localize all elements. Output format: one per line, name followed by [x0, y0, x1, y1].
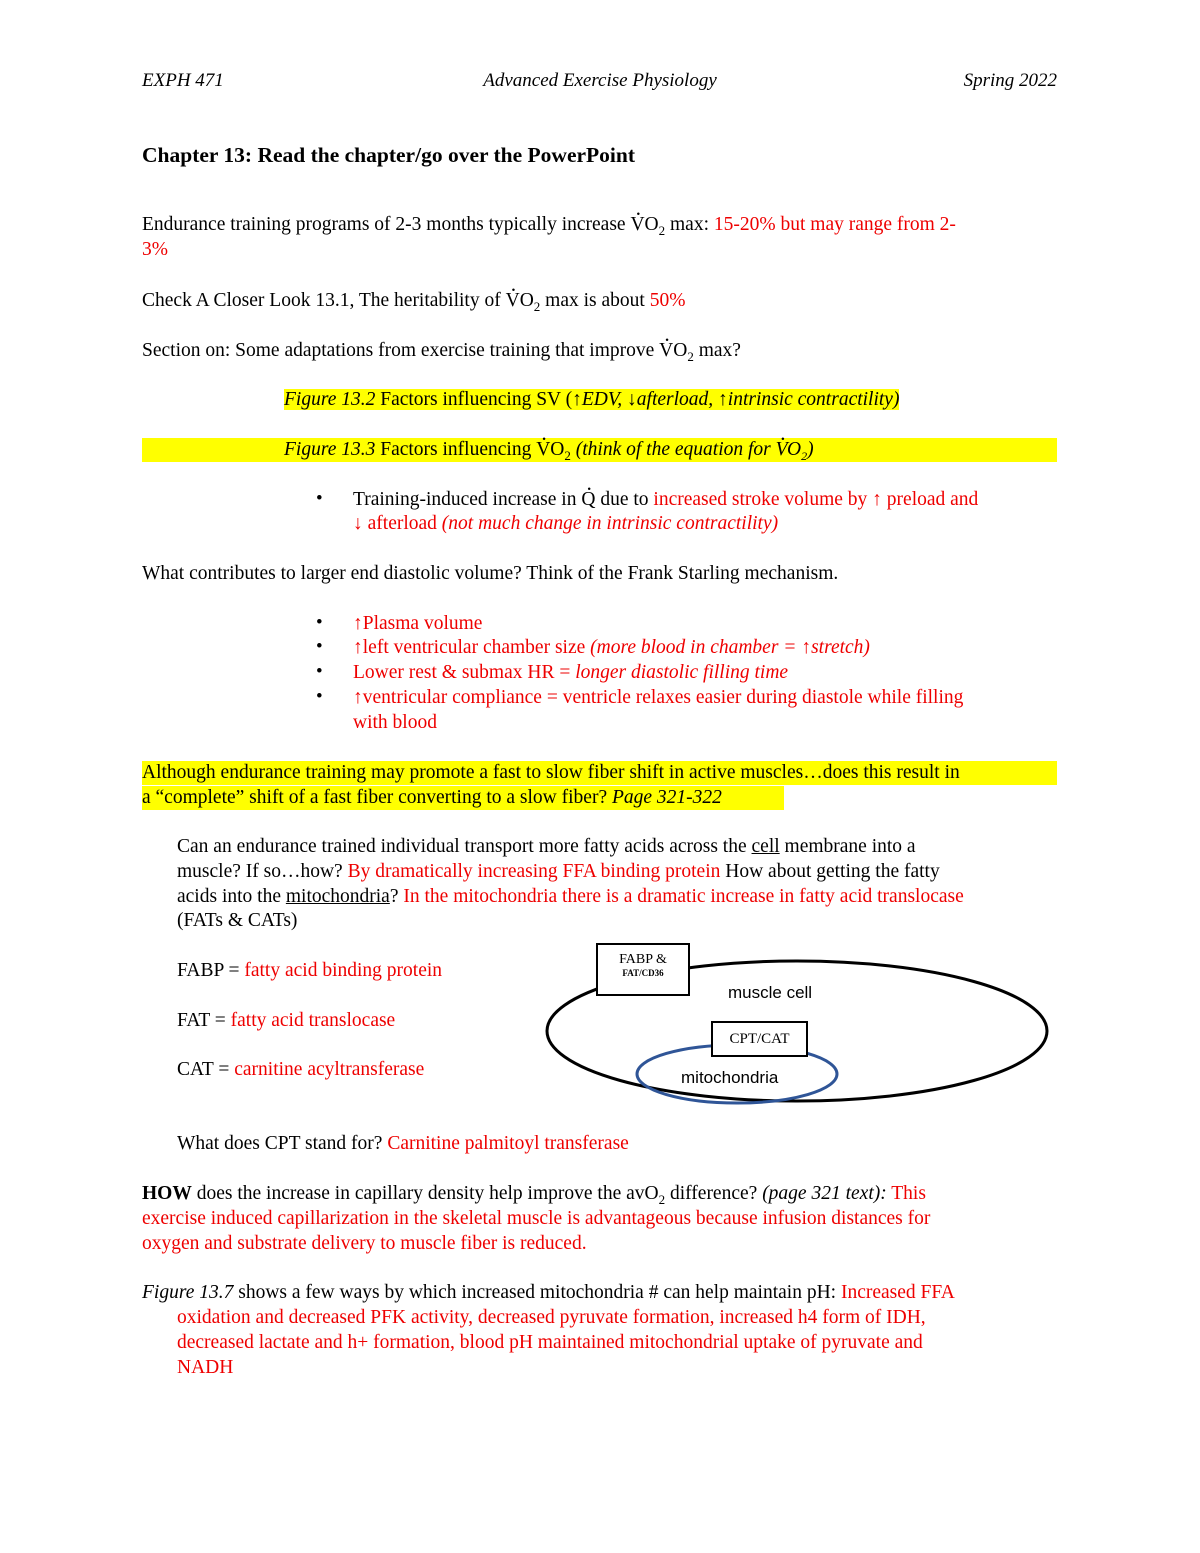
bullet-icon: • [316, 612, 323, 633]
bullet-icon: • [316, 488, 323, 509]
figure-13-2-line: Figure 13.2 Factors influencing SV (↑EDV, ↓afterload, ↑intrinsic contractility) [284, 389, 900, 410]
fatty-acid-line-2: muscle? If so…how? By dramatically increasing FFA binding protein How about getting the fatty [177, 861, 940, 882]
answer-heritability: 50% [649, 290, 686, 311]
fatty-acid-line-1: Can an endurance trained individual transport more fatty acids across the cell membrane into a [177, 836, 916, 857]
cpt-question: What does CPT stand for? Carnitine palmitoyl transferase [177, 1133, 629, 1154]
figure-13-7-line-4: NADH [177, 1357, 234, 1378]
answer-vo2-increase-cont: 3% [142, 239, 168, 260]
capillary-line-2: exercise induced capillarization in the skeletal muscle is advantageous because infusion distances for [142, 1208, 931, 1229]
fatty-acid-line-4: (FATs & CATs) [177, 910, 298, 931]
edv-question: What contributes to larger end diastolic volume? Think of the Frank Starling mechanism. [142, 563, 839, 584]
fabp-fat-box: FABP & FAT/CD36 [596, 943, 690, 996]
muscle-cell-label: muscle cell [728, 983, 813, 1002]
header-course: EXPH 471 [142, 70, 224, 91]
mitochondria-label: mitochondria [681, 1068, 779, 1087]
cpt-cat-box: CPT/CAT [711, 1021, 808, 1057]
bullet-training-cardiac-output: Training-induced increase in · Q due to increased stroke volume by ↑ preload and [353, 488, 978, 513]
def-fat: FAT = fatty acid translocase [177, 1010, 396, 1031]
def-fabp: FABP = fatty acid binding protein [177, 960, 443, 981]
bullet-icon: • [316, 686, 323, 707]
edv-item-compliance: ↑ventricular compliance = ventricle relaxes easier during diastole while filling [353, 687, 964, 708]
figure-13-3-line: Figure 13.3 Factors influencing · $VO_2$ (think of the equation for · $VO_2$) [284, 438, 814, 468]
edv-item-plasma: ↑Plasma volume [353, 613, 483, 634]
fiber-shift-question-cont: a “complete” shift of a fast fiber converting to a slow fiber? Page 321-322 [142, 787, 722, 808]
figure-13-7-line-1: Figure 13.7 shows a few ways by which increased mitochondria # can help maintain pH: Increased FFA [142, 1282, 955, 1303]
def-cat: CAT = carnitine acyltransferase [177, 1059, 425, 1080]
chapter-title: Chapter 13: Read the chapter/go over the PowerPoint [142, 143, 636, 167]
edv-item-compliance-cont: with blood [353, 712, 437, 733]
figure-13-7-line-2: oxidation and decreased PFK activity, decreased pyruvate formation, increased h4 form of IDH, [177, 1307, 926, 1328]
heritability-line: Check A Closer Look 13.1, The heritability of · $VO_2$ max is about 50% [142, 289, 685, 319]
edv-item-chamber: ↑left ventricular chamber size (more blood in chamber = ↑stretch) [353, 637, 870, 658]
header-term: Spring 2022 [963, 70, 1057, 91]
vo2-increase-line: Endurance training programs of 2-3 months typically increase · $VO_2$ max: 15-20% but may range from 2- [142, 213, 956, 243]
bullet-training-cont: ↓ afterload (not much change in intrinsic contractility) [353, 513, 779, 534]
fatty-acid-line-3: acids into the mitochondria? In the mitochondria there is a dramatic increase in fatty acid translocase [177, 886, 964, 907]
figure-13-7-line-3: decreased lactate and h+ formation, blood pH maintained mitochondrial uptake of pyruvate and [177, 1332, 923, 1353]
capillary-line-1: HOW does the increase in capillary density help improve the avO$_2$ difference? (page 321 text): This [142, 1183, 926, 1207]
header-course-title: Advanced Exercise Physiology [483, 70, 717, 91]
answer-vo2-increase: 15-20% but may range from 2- [713, 214, 956, 235]
fiber-shift-question: Although endurance training may promote a fast to slow fiber shift in active muscles…does this result in [142, 762, 960, 783]
bullet-icon: • [316, 636, 323, 657]
bullet-icon: • [316, 661, 323, 682]
edv-item-hr: Lower rest & submax HR = longer diastolic filling time [353, 662, 789, 683]
section-adaptations-line: Section on: Some adaptations from exercise training that improve · $VO_2$ max? [142, 339, 741, 369]
capillary-line-3: oxygen and substrate delivery to muscle fiber is reduced. [142, 1233, 587, 1254]
vdot-symbol: · V [630, 214, 644, 235]
